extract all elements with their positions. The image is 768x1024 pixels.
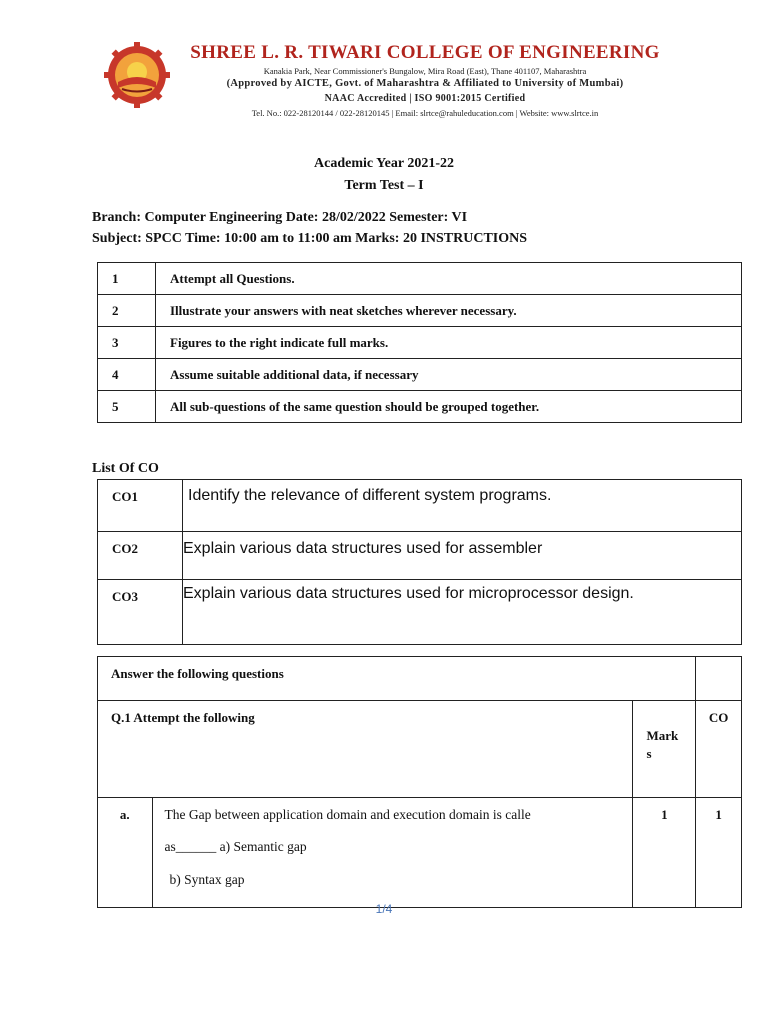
- co-list-label: List Of CO: [92, 461, 159, 476]
- question-item-row: [98, 798, 742, 908]
- instruction-row: [98, 295, 742, 327]
- co-table: [97, 479, 742, 645]
- college-name: SHREE L. R. TIWARI COLLEGE OF ENGINEERING: [190, 42, 660, 63]
- test-title: Term Test – I: [344, 178, 424, 193]
- question-header-row: [98, 701, 742, 798]
- instruction-number: 1: [98, 263, 156, 295]
- co-row: [98, 480, 742, 532]
- instruction-text: Illustrate your answers with neat sketches wherever necessary.: [156, 295, 742, 327]
- instruction-text: All sub-questions of the same question should be grouped together.: [156, 391, 742, 423]
- co-row: [98, 580, 742, 645]
- marks-header-line-2: s: [646, 746, 652, 761]
- co-id: CO2: [98, 532, 183, 580]
- page-number: 1/4: [375, 902, 393, 916]
- college-address: Kanakia Park, Near Commissioner's Bungalow, Mira Road (East), Thane 401107, Maharashtra: [263, 66, 587, 76]
- co-header: CO: [696, 701, 742, 798]
- question-title: Q.1 Attempt the following: [98, 701, 633, 798]
- question-marks: 1: [633, 798, 696, 908]
- marks-header: [633, 701, 696, 798]
- questions-heading: Answer the following questions: [98, 657, 696, 701]
- academic-year: Academic Year 2021-22: [314, 156, 454, 171]
- co-id: CO1: [98, 480, 183, 532]
- co-id: CO3: [98, 580, 183, 645]
- co-description: Explain various data structures used for microprocessor design.: [183, 580, 742, 645]
- instructions-table: [97, 262, 742, 423]
- instruction-number: 5: [98, 391, 156, 423]
- question-co: 1: [696, 798, 742, 908]
- college-approval: (Approved by AICTE, Govt. of Maharashtra & Affiliated to University of Mumbai): [226, 78, 624, 89]
- college-logo-icon: [104, 42, 170, 108]
- instruction-text: Assume suitable additional data, if necessary: [156, 359, 742, 391]
- marks-header-line-1: Mark: [646, 728, 679, 743]
- instruction-number: 2: [98, 295, 156, 327]
- co-description: Explain various data structures used for assembler: [183, 532, 742, 580]
- question-label: a.: [98, 798, 153, 908]
- exam-info-line-2: Subject: SPCC Time: 10:00 am to 11:00 am Marks: 20 INSTRUCTIONS: [92, 231, 528, 246]
- question-text-line: b) Syntax gap: [169, 872, 245, 887]
- exam-info-line-1: Branch: Computer Engineering Date: 28/02/2022 Semester: VI: [92, 210, 468, 225]
- college-contact: Tel. No.: 022-28120144 / 022-28120145 | Email: slrtce@rahuleducation.com | Website: www.slrtce.in: [251, 108, 599, 118]
- empty-cell: [696, 657, 742, 701]
- instruction-number: 3: [98, 327, 156, 359]
- instruction-row: [98, 359, 742, 391]
- instruction-text: Attempt all Questions.: [156, 263, 742, 295]
- college-accreditation: NAAC Accredited | ISO 9001:2015 Certified: [324, 93, 526, 104]
- co-description: Identify the relevance of different system programs.: [183, 480, 742, 532]
- question-text-line: as______ a) Semantic gap: [164, 839, 307, 854]
- instruction-number: 4: [98, 359, 156, 391]
- instruction-row: [98, 263, 742, 295]
- question-text-line: The Gap between application domain and execution domain is calle: [164, 807, 531, 822]
- question-text: [152, 798, 633, 908]
- questions-heading-row: [98, 657, 742, 701]
- instruction-text: Figures to the right indicate full marks.: [156, 327, 742, 359]
- instruction-row: [98, 327, 742, 359]
- questions-table: [97, 656, 742, 908]
- instruction-row: [98, 391, 742, 423]
- co-row: [98, 532, 742, 580]
